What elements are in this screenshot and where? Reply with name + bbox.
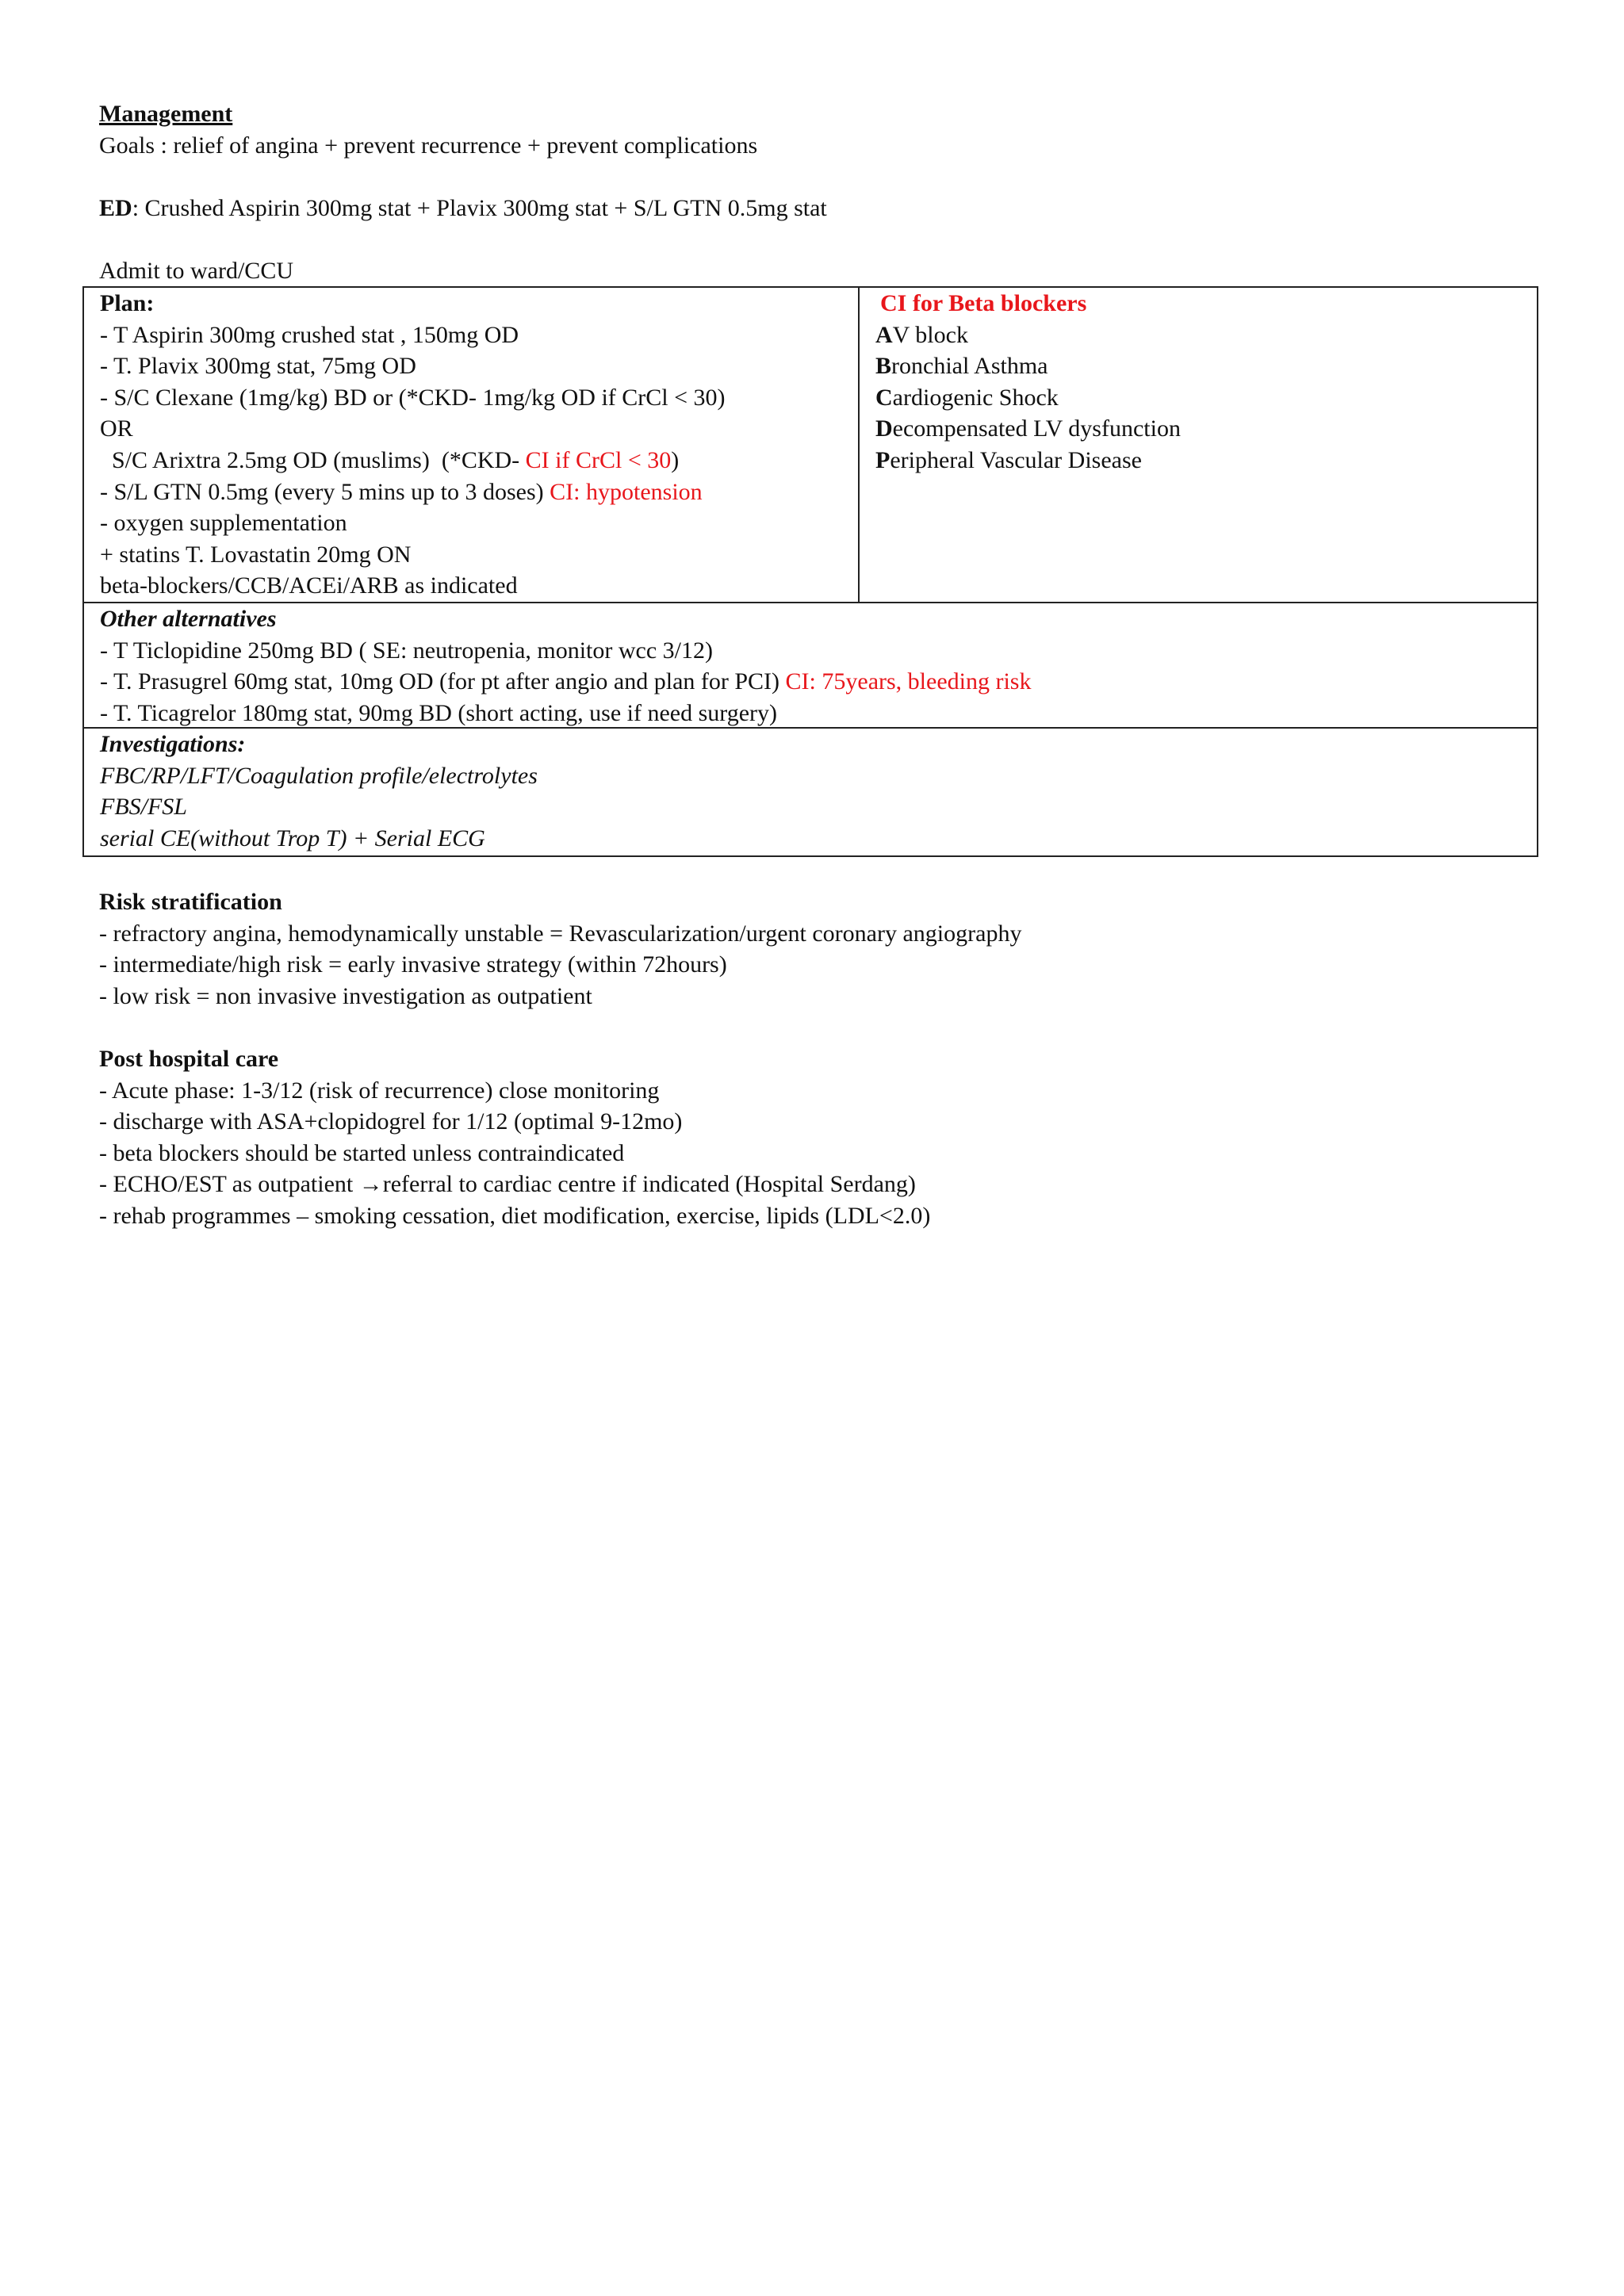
ci-note: CI: 75years, bleeding risk <box>785 668 1032 695</box>
risk-line: - intermediate/high risk = early invasive strategy (within 72hours) <box>99 951 727 978</box>
item-text: ardiogenic Shock <box>892 384 1059 411</box>
item-initial: B <box>875 353 892 380</box>
ci-note: CI: hypotension <box>550 478 703 505</box>
plan-line <box>100 476 858 508</box>
beta-ci-item <box>875 320 1537 351</box>
plan-line: OR <box>100 415 133 442</box>
beta-ci-heading: CI for Beta blockers <box>880 290 1087 316</box>
plan-row <box>84 288 1537 603</box>
post-heading: Post hospital care <box>99 1046 279 1072</box>
item-text: eripheral Vascular Disease <box>890 446 1142 473</box>
alternatives-heading: Other alternatives <box>100 606 277 632</box>
plan-text: S/C Arixtra 2.5mg OD (muslims) (*CKD- <box>100 446 526 473</box>
investigations-line: FBS/FSL <box>100 794 187 821</box>
post-line: - Acute phase: 1-3/12 (risk of recurrence) close monitoring <box>99 1077 660 1104</box>
plan-line: + statins T. Lovastatin 20mg ON <box>100 541 412 568</box>
plan-text: ) <box>671 446 680 473</box>
alternatives-line <box>100 666 1537 698</box>
alternatives-line: - T. Ticagrelor 180mg stat, 90mg BD (short acting, use if need surgery) <box>100 699 778 726</box>
plan-cell <box>84 288 860 602</box>
plan-line: - T Aspirin 300mg crushed stat , 150mg OD <box>100 321 519 348</box>
risk-heading: Risk stratification <box>99 889 282 915</box>
post-text: referral to cardiac centre if indicated (Hospital Serdang) <box>382 1171 916 1198</box>
item-initial: P <box>875 446 891 473</box>
beta-ci-item <box>875 350 1537 382</box>
investigations-line: FBC/RP/LFT/Coagulation profile/electrolytes <box>100 762 538 789</box>
beta-ci-item <box>875 413 1537 445</box>
post-line: - beta blockers should be started unless contraindicated <box>99 1139 625 1166</box>
investigations-line: serial CE(without Trop T) + Serial ECG <box>100 825 485 851</box>
post-line: - rehab programmes – smoking cessation, diet modification, exercise, lipids (LDL<2.0) <box>99 1202 931 1229</box>
item-initial: A <box>875 321 893 348</box>
alternatives-row <box>84 603 1537 729</box>
plan-line: - S/C Clexane (1mg/kg) BD or (*CKD- 1mg/kg OD if CrCl < 30) <box>100 384 726 411</box>
post-line <box>99 1169 1526 1200</box>
plan-line <box>100 445 858 476</box>
goals-line: Goals : relief of angina + prevent recurrence + prevent complications <box>99 132 758 159</box>
risk-line: - refractory angina, hemodynamically unstable = Revascularization/urgent coronary angiography <box>99 920 1022 947</box>
beta-ci-item <box>875 445 1537 476</box>
risk-line: - low risk = non invasive investigation as outpatient <box>99 982 592 1009</box>
plan-line: - oxygen supplementation <box>100 510 347 537</box>
investigations-row <box>84 729 1537 855</box>
item-initial: C <box>875 384 893 411</box>
plan-text: - S/L GTN 0.5mg (every 5 mins up to 3 doses) <box>100 478 550 505</box>
item-initial: D <box>875 415 893 442</box>
item-text: V block <box>892 321 968 348</box>
plan-line: - T. Plavix 300mg stat, 75mg OD <box>100 353 416 380</box>
post-hospital-care-section <box>99 1043 1526 1232</box>
ed-text: : Crushed Aspirin 300mg stat + Plavix 300mg stat + S/L GTN 0.5mg stat <box>132 194 827 221</box>
admit-line: Admit to ward/CCU <box>99 257 293 284</box>
plan-line: beta-blockers/CCB/ACEi/ARB as indicated <box>100 572 518 599</box>
management-heading: Management <box>99 101 233 127</box>
alternatives-line: - T Ticlopidine 250mg BD ( SE: neutropenia, monitor wcc 3/12) <box>100 637 713 664</box>
post-line: - discharge with ASA+clopidogrel for 1/12 (optimal 9-12mo) <box>99 1108 683 1135</box>
management-section <box>99 98 1526 287</box>
beta-ci-item <box>875 382 1537 414</box>
arrow-right-icon: → <box>358 1171 383 1198</box>
plan-heading: Plan: <box>100 290 155 316</box>
alt-text: - T. Prasugrel 60mg stat, 10mg OD (for pt after angio and plan for PCI) <box>100 668 786 695</box>
item-text: ronchial Asthma <box>891 353 1048 380</box>
ed-line <box>99 193 1526 224</box>
ci-note: CI if CrCl < 30 <box>525 446 672 473</box>
risk-stratification-section <box>99 886 1526 1012</box>
post-text: - ECHO/EST as outpatient <box>99 1171 359 1198</box>
item-text: ecompensated LV dysfunction <box>892 415 1181 442</box>
beta-blocker-ci-cell <box>860 288 1537 602</box>
plan-table <box>82 286 1538 857</box>
investigations-heading: Investigations: <box>100 731 246 757</box>
ed-label: ED <box>99 194 132 221</box>
